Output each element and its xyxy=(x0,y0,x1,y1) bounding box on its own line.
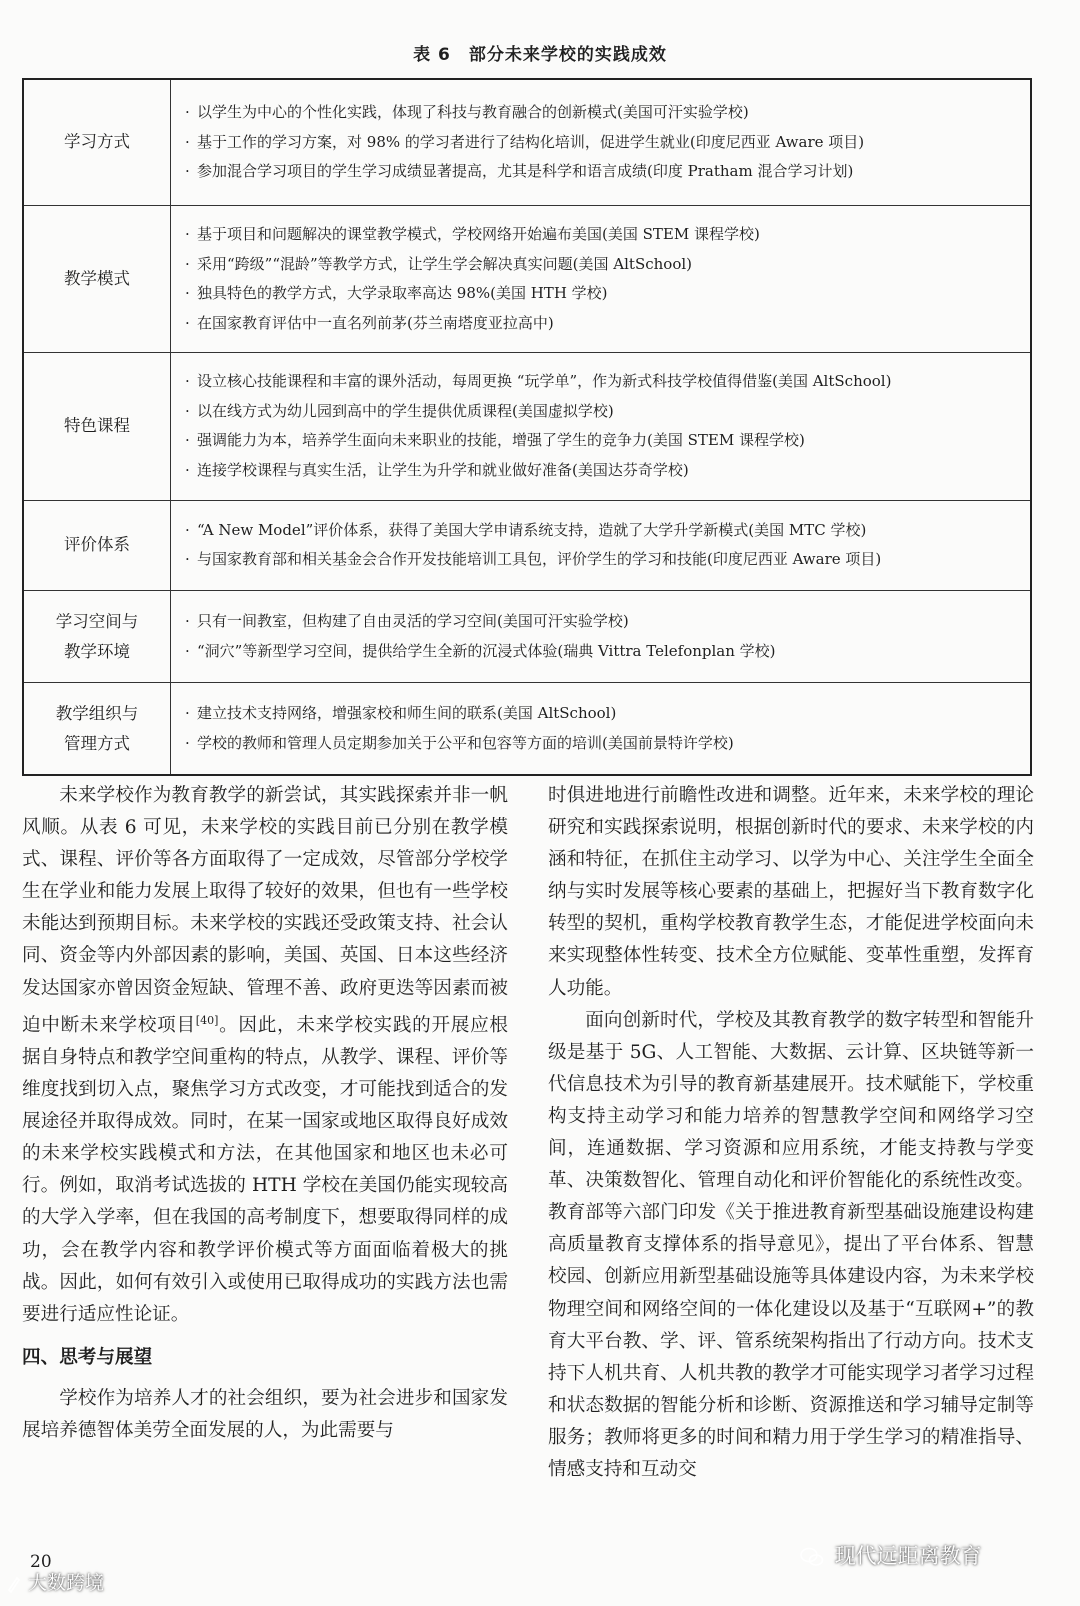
list-item: · 学校的教师和管理人员定期参加关于公平和包容等方面的培训(美国前景特许学校) xyxy=(185,733,734,752)
right-column xyxy=(548,780,1034,1486)
watermark-left: 大数跨境 xyxy=(6,1568,104,1595)
page-number: 20 xyxy=(30,1552,52,1572)
category-cell: 特色课程 xyxy=(23,353,171,500)
paragraph: 面向创新时代，学校及其教育教学的数字转型和智能升级是基于 5G、人工智能、大数据、云计算、区块链等新一代信息技术为引导的教育新基建展开。技术赋能下，学校重构支持主动学习和能力培养的智慧教学空间和网络学习空间，连通数据、学习资源和应用系统，才能支持教与学变革、决策数智化、管理自动化和评价智能化的系统性改变。教育部等六部门印发《关于推进教育新型基础设施建设构建高质量教育支撑体系的指导意见》，提出了平台体系、智慧校园、创新应用新型基础设施等具体建设内容，为未来学校物理空间和网络空间的一体化建设以及基于“互联网+”的教育大平台教、学、评、管系统架构指出了行动方向。技术支持下人机共育、人机共教的教学才可能实现学习者学习过程和状态数据的智能分析和诊断、资源推送和学习辅导定制等服务；教师将更多的时间和精力用于学生学习的精准指导、情感支持和互动交 xyxy=(548,1009,1034,1480)
items-cell xyxy=(171,590,1032,682)
items-cell xyxy=(171,500,1032,590)
category-cell: 教学组织与 管理方式 xyxy=(23,683,171,774)
items-cell xyxy=(171,80,1032,205)
citation-ref: [40] xyxy=(195,1013,219,1027)
watermark-right: 现代远距离教育 xyxy=(800,1540,982,1570)
list-item: · 以在线方式为幼儿园到高中的学生提供优质课程(美国虚拟学校) xyxy=(185,401,614,420)
list-item: · 建立技术支持网络，增强家校和师生间的联系(美国 AltSchool) xyxy=(185,704,617,723)
wechat-icon xyxy=(800,1547,824,1567)
category-cell: 教学模式 xyxy=(23,205,171,352)
paragraph: 未来学校作为教育教学的新尝试，其实践探索并非一帆风顺。从表 6 可见，未来学校的实践目前已分别在教学模式、课程、评价等各方面取得了一定成效，尽管部分学校学生在学业和能力发展上取得了较好的效果，但也有一些学校未能达到预期目标。未来学校的实践还受政策支持、社会认同、资金等内外部因素的影响，美国、英国、日本这些经济发达国家亦曾因资金短缺、管理不善、政府更迭等因素而被迫中断未来学校项目[40]。因此，未来学校实践的开展应根据自身特点和教学空间重构的特点，从教学、课程、评价等维度找到切入点，聚焦学习方式改变，才可能找到适合的发展途径并取得成效。同时，在某一国家或地区取得良好成效的未来学校实践模式和方法，在其他国家和地区也未必可行。例如，取消考试选拔的 HTH 学校在美国仍能实现较高的大学入学率，但在我国的高考制度下，想要取得同样的成功，会在教学内容和教学评价模式等方面面临着极大的挑战。因此，如何有效引入或使用已取得成功的实践方法也需要进行适应性论证。 xyxy=(22,785,508,1325)
items-cell xyxy=(171,683,1032,774)
list-item: · “A New Model”评价体系，获得了美国大学申请系统支持，造就了大学升学新模式(美国 MTC 学校) xyxy=(185,520,867,539)
list-item: · 基于项目和问题解决的课堂教学模式，学校网络开始遍布美国(美国 STEM 课程学校) xyxy=(185,225,760,244)
list-item: · 连接学校课程与真实生活，让学生为升学和就业做好准备(美国达芬奇学校) xyxy=(185,460,689,479)
table-title: 表 6 部分未来学校的实践成效 xyxy=(413,45,667,65)
table-row xyxy=(23,590,1031,682)
category-cell: 学习方式 xyxy=(23,80,171,205)
table-row xyxy=(23,500,1031,590)
paragraph: 时俱进地进行前瞻性改进和调整。近年来，未来学校的理论研究和实践探索说明，根据创新时代的要求、未来学校的内涵和特征，在抓住主动学习、以学为中心、关注学生全面全纳与实时发展等核心要素的基础上，把握好当下教育数字化转型的契机，重构学校教育教学生态，才能促进学校面向未来实现整体性转变、技术全方位赋能、变革性重塑，发挥育人功能。 xyxy=(548,785,1034,999)
list-item: · 设立核心技能课程和丰富的课外活动，每周更换 “玩学单”，作为新式科技学校值得借鉴(美国 AltSchool) xyxy=(185,372,892,391)
category-cell: 学习空间与 教学环境 xyxy=(23,590,171,682)
list-item: · 在国家教育评估中一直名列前茅(芬兰南塔度亚拉高中) xyxy=(185,313,554,332)
pen-icon xyxy=(6,1575,22,1593)
items-cell xyxy=(171,205,1032,352)
list-item: · 采用“跨级”“混龄”等教学方式，让学生学会解决真实问题(美国 AltSchool) xyxy=(185,254,693,273)
list-item: · “洞穴”等新型学习空间，提供给学生全新的沉浸式体验(瑞典 Vittra Telefonplan 学校) xyxy=(185,641,776,660)
table-row xyxy=(23,683,1031,774)
table-row xyxy=(23,80,1031,205)
left-column xyxy=(22,780,508,1447)
items-cell xyxy=(171,353,1032,500)
category-cell: 评价体系 xyxy=(23,500,171,590)
list-item: · 以学生为中心的个性化实践，体现了科技与教育融合的创新模式(美国可汗实验学校) xyxy=(185,103,749,122)
list-item: · 独具特色的教学方式，大学录取率高达 98%(美国 HTH 学校) xyxy=(185,284,608,303)
table-row xyxy=(23,353,1031,500)
results-table xyxy=(22,78,1032,776)
list-item: · 与国家教育部和相关基金会合作开发技能培训工具包，评价学生的学习和技能(印度尼西亚 Aware 项目) xyxy=(185,550,882,569)
list-item: · 强调能力为本，培养学生面向未来职业的技能，增强了学生的竞争力(美国 STEM 课程学校) xyxy=(185,431,805,450)
list-item: · 参加混合学习项目的学生学习成绩显著提高，尤其是科学和语言成绩(印度 Pratham 混合学习计划) xyxy=(185,162,854,181)
paragraph: 学校作为培养人才的社会组织，要为社会进步和国家发展培养德智体美劳全面发展的人，为此需要与 xyxy=(22,1387,508,1441)
list-item: · 只有一间教室，但构建了自由灵活的学习空间(美国可汗实验学校) xyxy=(185,612,629,631)
table-row xyxy=(23,205,1031,352)
list-item: · 基于工作的学习方案，对 98% 的学习者进行了结构化培训，促进学生就业(印度尼西亚 Aware 项目) xyxy=(185,132,865,151)
section-heading: 四、思考与展望 xyxy=(22,1346,153,1368)
